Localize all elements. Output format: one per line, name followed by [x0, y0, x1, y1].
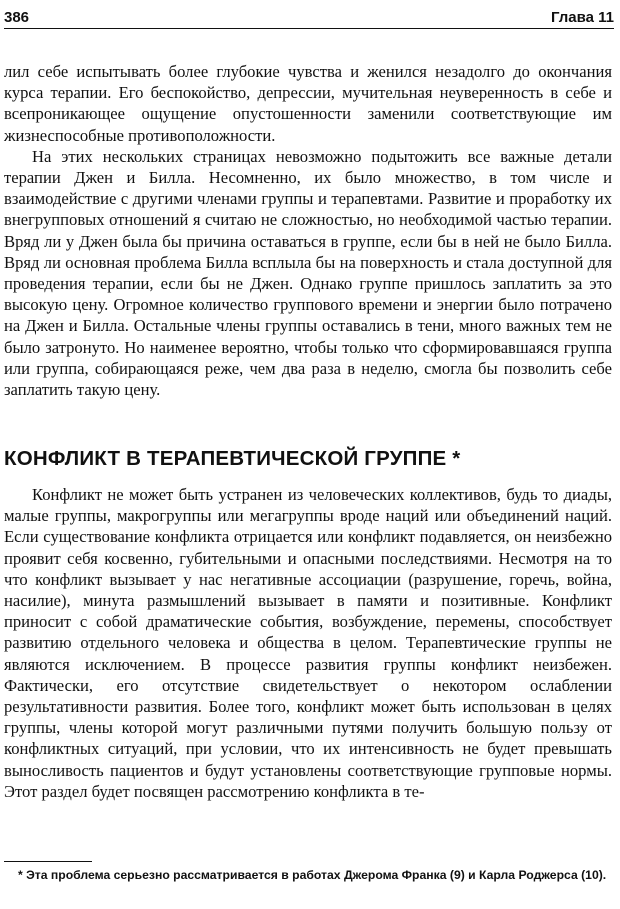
paragraph: лил себе испытывать более глубокие чувства и женился незадолго до окончания курса терапии. Его беспокойство, депрессии, мучительная неуверенность в себе и всепроникающее ощущение опустошенности заменили соответствующие им жизнеспособные противоположности.	[4, 62, 612, 145]
paragraph: На этих нескольких страницах невозможно подытожить все важные детали терапии Джен и Билла. Несомненно, их было множество, в том числе и взаимодействие с другими членами группы и терапевтами. Развитие и проработку их внегрупповых отношений я считаю не сложностью, но необходимой частью терапии. Вряд ли у Джен была бы причина оставаться в группе, если бы в ней не было Билла. Вряд ли основная проблема Билла всплыла бы на поверхность и стала доступной для проведения терапии, если бы не Джен. Однако группе пришлось заплатить за это высокую цену. Огромное количество группового времени и энергии было потрачено на Джен и Билла. Остальные члены группы оставались в тени, много важных тем не было затронуто. Но наименее вероятно, чтобы только что сформировавшаяся группа или группа, собирающаяся реже, чем два раза в неделю, смогла бы позволить себе заплатить такую цену.	[4, 146, 612, 400]
footnote-text: * Эта проблема серьезно рассматривается в работах Джерома Франка (9) и Карла Роджерса (10).	[18, 868, 607, 882]
header-rule	[4, 28, 614, 29]
section-heading: КОНФЛИКТ В ТЕРАПЕВТИЧЕСКОЙ ГРУППЕ *	[4, 447, 461, 470]
running-header	[4, 2, 614, 26]
footnote-rule	[4, 861, 92, 862]
paragraph: Конфликт не может быть устранен из человеческих коллективов, будь то диады, малые группы, макрогруппы или мегагруппы вроде наций или объединений наций. Если существование конфликта отрицается или конфликт подавляется, он неизбежно проявит себя косвенно, губительными и опасными последствиями. Несмотря на то что конфликт вызывает у нас негативные ассоциации (разрушение, горечь, война, насилие), минута размышлений вызывает в памяти и позитивные. Конфликт приносит с собой драматические события, возбуждение, перемены, способствует развитию отдельного человека и общества в целом. Терапевтические группы не являются исключением. В процессе развития группы конфликт неизбежен. Фактически, его отсутствие свидетельствует о некотором ослаблении результативности развития. Более того, конфликт может быть использован в целях группы, члены которой могут различными путями получить большую пользу от конфликтных ситуаций, при условии, что их интенсивность не будет превышать выносливость пациентов и будут установлены соответствующие групповые нормы. Этот раздел будет посвящен рассмотрению конфликта в те-	[4, 485, 612, 801]
chapter-title: Глава 11	[550, 9, 614, 26]
section-1-body	[4, 61, 612, 400]
section-2-body	[4, 484, 612, 802]
footnote	[4, 867, 612, 884]
page-number: 386	[4, 9, 30, 26]
